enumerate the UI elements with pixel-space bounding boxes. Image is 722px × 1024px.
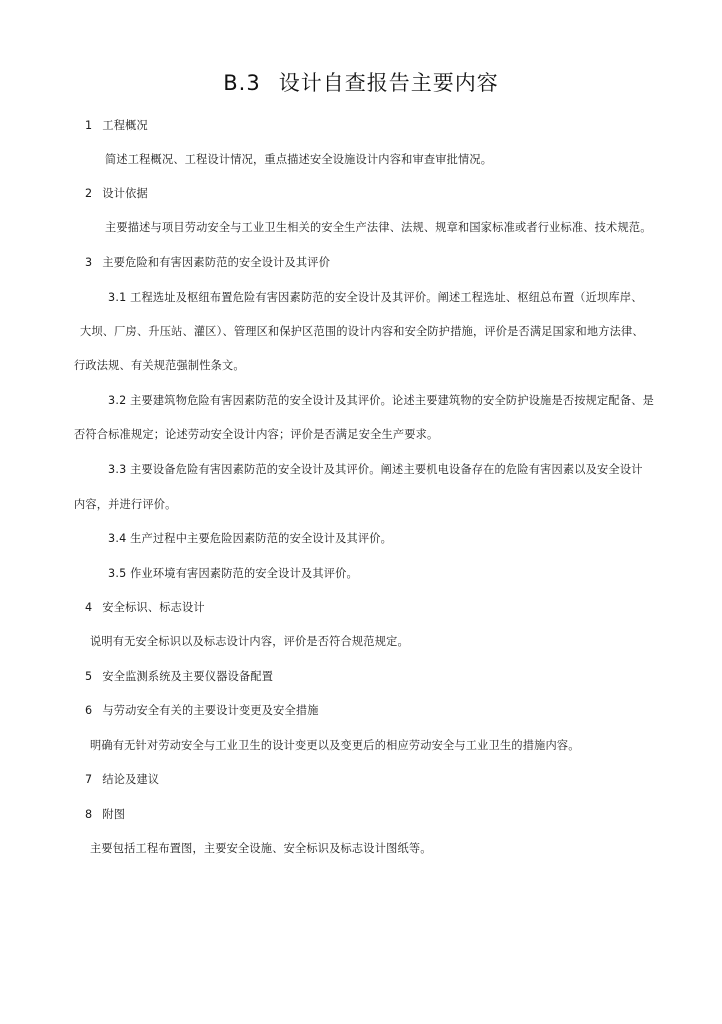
section-1-heading <box>85 118 148 134</box>
section-3-1-line-3: 行政法规、有关规范强制性条文。 <box>74 359 245 372</box>
section-number: 1 <box>85 119 93 132</box>
section-number: 3 <box>85 256 93 269</box>
section-heading-text: 安全标识、标志设计 <box>102 601 205 614</box>
section-heading-text: 附图 <box>102 808 126 821</box>
section-heading-text: 工程概况 <box>102 119 148 132</box>
section-7-heading <box>85 772 159 788</box>
page-title <box>0 68 722 98</box>
section-4-heading <box>85 600 205 616</box>
section-heading-text: 设计依据 <box>102 187 148 200</box>
section-number: 6 <box>85 704 93 717</box>
section-3-5-line: 3.5 作业环境有害因素防范的安全设计及其评价。 <box>108 567 358 580</box>
section-3-3-line-2: 内容，并进行评价。 <box>74 498 177 511</box>
section-3-2-line-1: 3.2 主要建筑物危险有害因素防范的安全设计及其评价。论述主要建筑物的安全防护设施是否按规定配备、是 <box>108 394 654 407</box>
section-5-heading <box>85 669 273 685</box>
section-number: 4 <box>85 601 93 614</box>
section-3-4-line: 3.4 生产过程中主要危险因素防范的安全设计及其评价。 <box>108 532 393 545</box>
section-6-heading <box>85 703 319 719</box>
section-heading-text: 与劳动安全有关的主要设计变更及安全措施 <box>102 704 319 717</box>
section-number: 7 <box>85 773 93 786</box>
section-heading-text: 安全监测系统及主要仪器设备配置 <box>102 670 274 683</box>
section-3-3-line-1: 3.3 主要设备危险有害因素防范的安全设计及其评价。阐述主要机电设备存在的危险有害因素以及安全设计 <box>108 463 643 476</box>
section-3-1-line-2: 大坝、厂房、升压站、灌区）、管理区和保护区范围的设计内容和安全防护措施，评价是否满足国家和地方法律、 <box>80 325 644 338</box>
section-1-paragraph: 简述工程概况、工程设计情况，重点描述安全设施设计内容和审查审批情况。 <box>105 153 493 166</box>
section-4-paragraph: 说明有无安全标识以及标志设计内容，评价是否符合规范规定。 <box>90 635 409 648</box>
title-text: 设计自查报告主要内容 <box>278 71 499 95</box>
section-3-heading <box>85 255 330 271</box>
section-8-paragraph: 主要包括工程布置图，主要安全设施、安全标识及标志设计图纸等。 <box>90 842 432 855</box>
section-6-paragraph: 明确有无针对劳动安全与工业卫生的设计变更以及变更后的相应劳动安全与工业卫生的措施内容。 <box>90 739 580 752</box>
section-2-paragraph: 主要描述与项目劳动安全与工业卫生相关的安全生产法律、法规、规章和国家标准或者行业标准、技术规范。 <box>105 221 652 234</box>
section-number: 8 <box>85 808 93 821</box>
section-number: 5 <box>85 670 93 683</box>
section-heading-text: 主要危险和有害因素防范的安全设计及其评价 <box>102 256 331 269</box>
section-3-1-line-1: 3.1 工程选址及枢纽布置危险有害因素防范的安全设计及其评价。阐述工程选址、枢纽总布置（近坝库岸、 <box>108 291 643 304</box>
section-2-heading <box>85 186 148 202</box>
section-3-2-line-2: 否符合标准规定；论述劳动安全设计内容；评价是否满足安全生产要求。 <box>74 428 439 441</box>
section-number: 2 <box>85 187 93 200</box>
section-8-heading <box>85 807 125 823</box>
title-number: B.3 <box>223 71 261 95</box>
section-heading-text: 结论及建议 <box>102 773 160 786</box>
